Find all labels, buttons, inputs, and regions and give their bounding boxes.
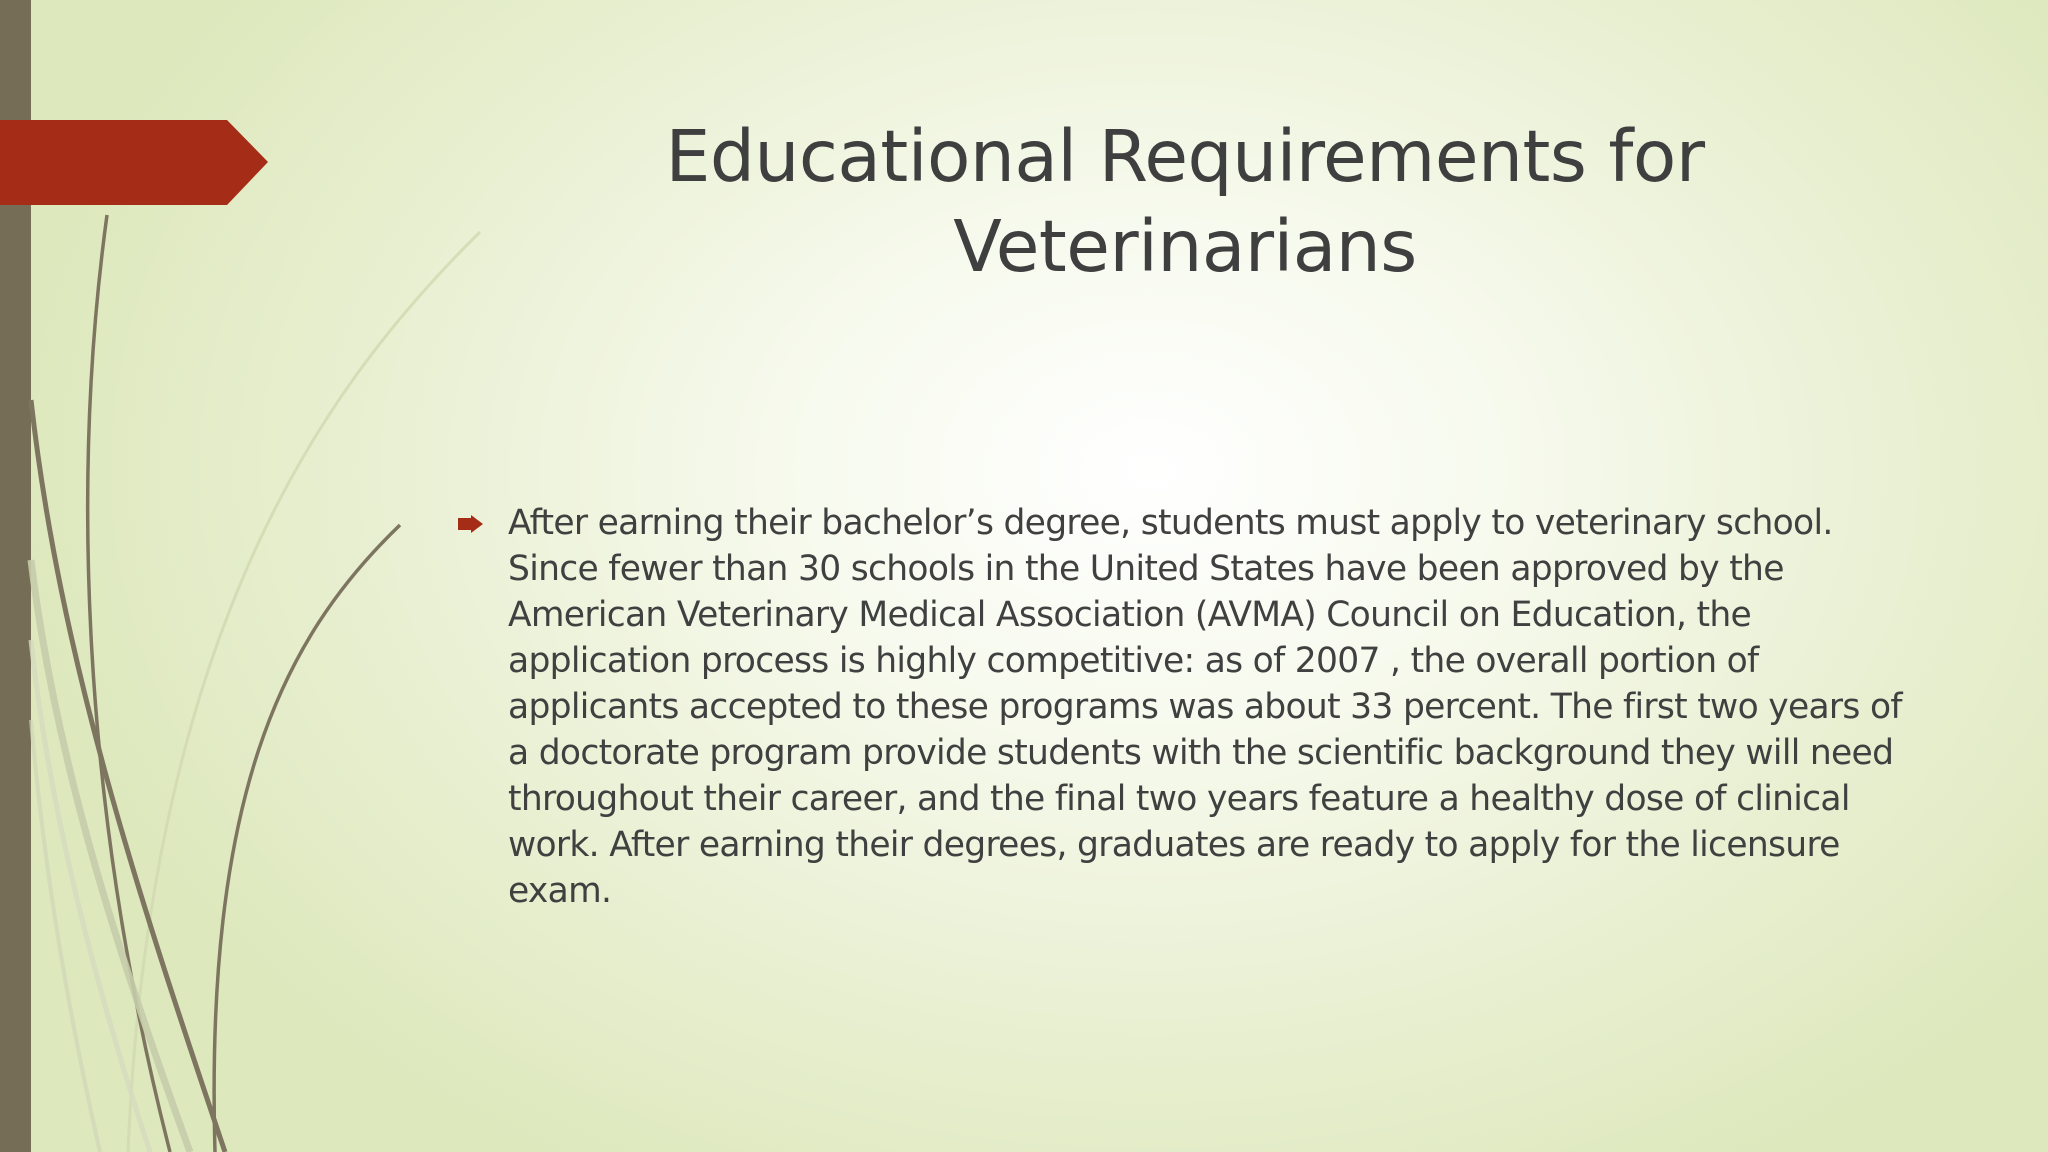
slide-title: Educational Requirements for Veterinarians bbox=[665, 115, 1705, 288]
arrow-bullet-icon bbox=[452, 514, 488, 534]
bullet-item bbox=[448, 500, 1928, 914]
bullet-text: After earning their bachelor’s degree, students must apply to veterinary school. Since fewer than 30 schools in the United States have been approved by the American Veterinary Medical Association (AVMA) Council on Education, the application process is highly competitive: as of 2007 , the overall portion of applicants accepted to these programs was about 33 percent. The first two years of a doctorate program provide students with the scientific background they will need throughout their career, and the final two years feature a healthy dose of clinical work. After earning their degrees, graduates are ready to apply for the licensure exam. bbox=[508, 503, 1902, 911]
slide-content bbox=[448, 500, 1928, 914]
title-accent-arrow bbox=[0, 0, 270, 210]
